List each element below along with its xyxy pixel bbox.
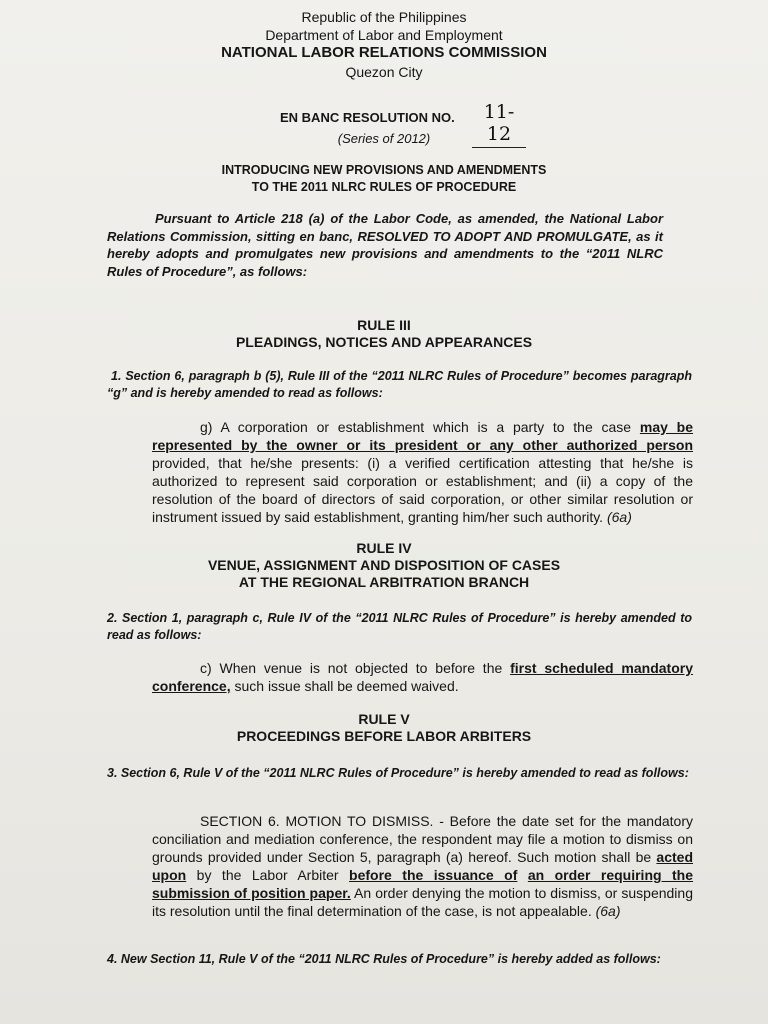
amendment-item-4: 4. New Section 11, Rule V of the “2011 NLRC Rules of Procedure” is hereby added as follows: xyxy=(107,952,661,966)
header-commission: NATIONAL LABOR RELATIONS COMMISSION xyxy=(221,44,547,61)
rule-3-paragraph-g xyxy=(152,418,693,526)
rule-3-title: PLEADINGS, NOTICES AND APPEARANCES xyxy=(235,334,533,350)
rule-3-number: RULE III xyxy=(357,317,411,333)
citation: (6a) xyxy=(595,903,621,919)
resolution-label: EN BANC RESOLUTION NO. xyxy=(280,110,455,125)
rule-5-title: PROCEEDINGS BEFORE LABOR ARBITERS xyxy=(236,728,532,744)
citation: (6a) xyxy=(606,509,632,525)
rule-4-title-2: AT THE REGIONAL ARBITRATION BRANCH xyxy=(238,574,530,590)
paragraph-text: by the Labor Arbiter xyxy=(186,867,350,883)
header-department: Department of Labor and Employment xyxy=(265,27,503,43)
underlined-amendment: an order requiring the submission of position paper. xyxy=(152,867,694,901)
rule-4-paragraph-c xyxy=(152,659,693,695)
intro-paragraph: Pursuant to Article 218 (a) of the Labor Code, as amended, the National Labor Relations Commission, sitting en banc, RESOLVED TO ADOPT AND PROMULGATE, as it hereby adopts and promulgates new provisions and amendments to the “2011 NLRC Rules of Procedure”, as follows: xyxy=(107,211,663,279)
paragraph-text: SECTION 6. MOTION TO DISMISS. - Before the date set for the mandatory conciliation and mediation conference, the respondent may file a motion to dismiss on grounds provided under Section 5, paragraph (a) hereof. Such motion shall be xyxy=(152,813,693,865)
rule-5-number: RULE V xyxy=(358,711,410,727)
underlined-amendment: represented by the owner or its president or any other authorized person xyxy=(152,437,693,453)
rule-4-title-1: VENUE, ASSIGNMENT AND DISPOSITION OF CASES xyxy=(207,557,561,573)
resolution-series: (Series of 2012) xyxy=(337,131,431,146)
title-line-1: INTRODUCING NEW PROVISIONS AND AMENDMENTS xyxy=(221,163,547,177)
underlined-amendment: may be xyxy=(639,419,694,435)
paragraph-text: such issue shall be deemed waived. xyxy=(230,678,459,694)
underlined-amendment: first scheduled mandatory xyxy=(510,660,693,676)
amendment-item-1: 1. Section 6, paragraph b (5), Rule III of the “2011 NLRC Rules of Procedure” becomes paragraph “g” and is hereby amended to read as follows: xyxy=(107,369,692,400)
rule-4-number: RULE IV xyxy=(356,540,412,556)
underlined-amendment: before the issuance of xyxy=(349,867,518,883)
header-republic: Republic of the Philippines xyxy=(301,9,467,25)
paragraph-text: provided, that he/she presents: (i) a verified certification attesting that he/she is authorized to represent said corporation or establishment; and (ii) a copy of the resolution of the board of directors of said corporation, or other similar resolution or instrument issued by said establishment, granting him/her such authority. xyxy=(152,455,693,525)
underlined-amendment: conference, xyxy=(152,678,231,694)
rule-5-section-6 xyxy=(152,812,693,920)
title-line-2: TO THE 2011 NLRC RULES OF PROCEDURE xyxy=(251,180,517,194)
resolution-number: 11-12 xyxy=(472,101,526,148)
header-city: Quezon City xyxy=(345,64,423,80)
paragraph-text: An order denying the motion to dismiss, or suspending its resolution until the final determination of the case, is not appealable. xyxy=(152,885,693,919)
paragraph-text: c) When venue is not objected to before the xyxy=(200,660,511,676)
underlined-amendment: acted upon xyxy=(152,849,693,883)
amendment-item-3: 3. Section 6, Rule V of the “2011 NLRC Rules of Procedure” is hereby amended to read as follows: xyxy=(107,766,689,780)
paragraph-text: g) A corporation or establishment which is a party to the case xyxy=(200,419,640,435)
amendment-item-2: 2. Section 1, paragraph c, Rule IV of the “2011 NLRC Rules of Procedure” is hereby amended to read as follows: xyxy=(107,611,692,642)
